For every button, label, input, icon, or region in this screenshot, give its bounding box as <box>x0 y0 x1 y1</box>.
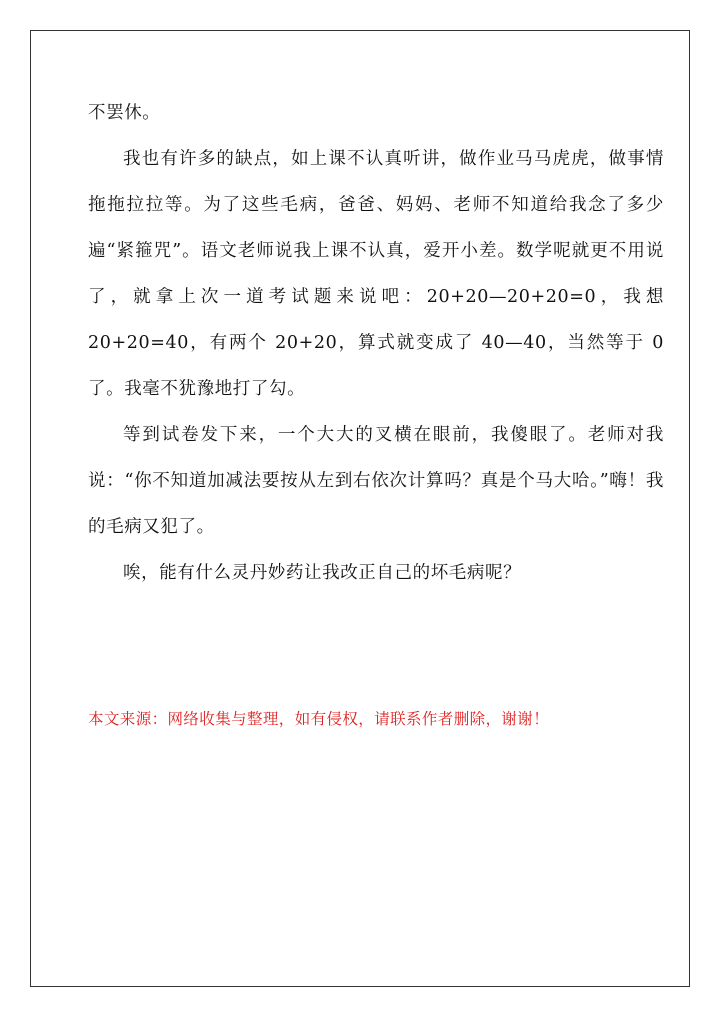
source-note: 本文来源：网络收集与整理，如有侵权，请联系作者删除，谢谢！ <box>88 710 550 728</box>
paragraph-shortcomings: 我也有许多的缺点，如上课不认真听讲，做作业马马虎虎，做事情拖拖拉拉等。为了这些毛病，爸爸、妈妈、老师不知道给我念了多少遍“紧箍咒”。语文老师说我上课不认真，爱开小差。数学呢就更不用说了，就拿上次一道考试题来说吧：20+20—20+20=0，我想20+20=40，有两个 20+20，算式就变成了 40—40，当然等于 0 了。我毫不犹豫地打了勾。 <box>88 149 664 399</box>
paragraph-continuation: 不罢休。 <box>88 103 161 123</box>
paragraph-closing: 唉，能有什么灵丹妙药让我改正自己的坏毛病呢？ <box>123 563 522 583</box>
paragraph-test-result: 等到试卷发下来，一个大大的叉横在眼前，我傻眼了。老师对我说：“你不知道加减法要按从左到右依次计算吗？真是个马大哈。”嗨！我的毛病又犯了。 <box>88 425 664 537</box>
document-body <box>88 90 664 596</box>
